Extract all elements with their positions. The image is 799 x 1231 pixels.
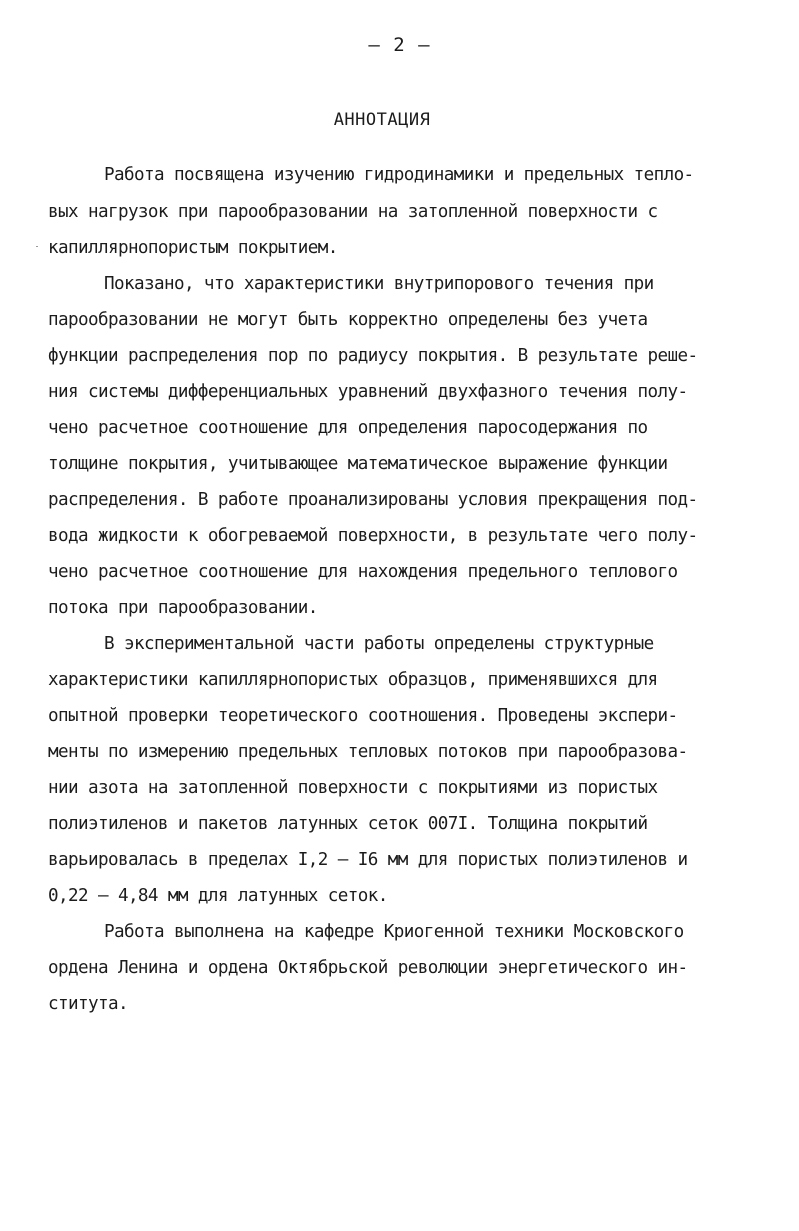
text-line: вых нагрузок при парообразовании на затопленной поверхности с	[48, 202, 658, 222]
page-number: – 2 –	[368, 34, 431, 56]
text-line: капиллярнопористым покрытием.	[48, 238, 338, 258]
text-line: вода жидкости к обогреваемой поверхности, в результате чего полу-	[48, 526, 698, 546]
text-line: чено расчетное соотношение для нахождения предельного теплового	[48, 562, 678, 582]
page-title: АННОТАЦИЯ	[333, 110, 431, 130]
text-line: опытной проверки теоретического соотношения. Проведены экспери-	[48, 706, 678, 726]
text-line: Работа посвящена изучению гидродинамики и предельных тепло-	[104, 165, 694, 185]
text-line: парообразовании не могут быть корректно определены без учета	[48, 310, 648, 330]
text-line: полиэтиленов и пакетов латунных сеток 007I. Толщина покрытий	[48, 814, 648, 834]
text-line: 0,22 – 4,84 мм для латунных сеток.	[48, 886, 388, 906]
text-line: Работа выполнена на кафедре Криогенной техники Московского	[104, 922, 684, 942]
text-line: распределения. В работе проанализированы условия прекращения под-	[48, 490, 698, 510]
text-line: потока при парообразовании.	[48, 598, 318, 618]
text-line: ния системы дифференциальных уравнений двухфазного течения полу-	[48, 382, 688, 402]
margin-mark	[36, 246, 38, 247]
text-line: функции распределения пор по радиусу покрытия. В результате реше-	[48, 346, 698, 366]
text-line: Показано, что характеристики внутрипорового течения при	[104, 274, 654, 294]
text-line: ститута.	[48, 994, 128, 1014]
text-line: нии азота на затопленной поверхности с покрытиями из пористых	[48, 778, 658, 798]
text-line: толщине покрытия, учитывающее математическое выражение функции	[48, 454, 668, 474]
text-line: характеристики капиллярнопористых образцов, применявшихся для	[48, 670, 658, 690]
text-line: чено расчетное соотношение для определения паросодержания по	[48, 418, 648, 438]
text-line: ордена Ленина и ордена Октябрьской революции энергетического ин-	[48, 958, 688, 978]
text-line: В экспериментальной части работы определены структурные	[104, 634, 654, 654]
text-line: менты по измерению предельных тепловых потоков при парообразова-	[48, 742, 688, 762]
text-line: варьировалась в пределах I,2 – I6 мм для пористых полиэтиленов и	[48, 850, 688, 870]
